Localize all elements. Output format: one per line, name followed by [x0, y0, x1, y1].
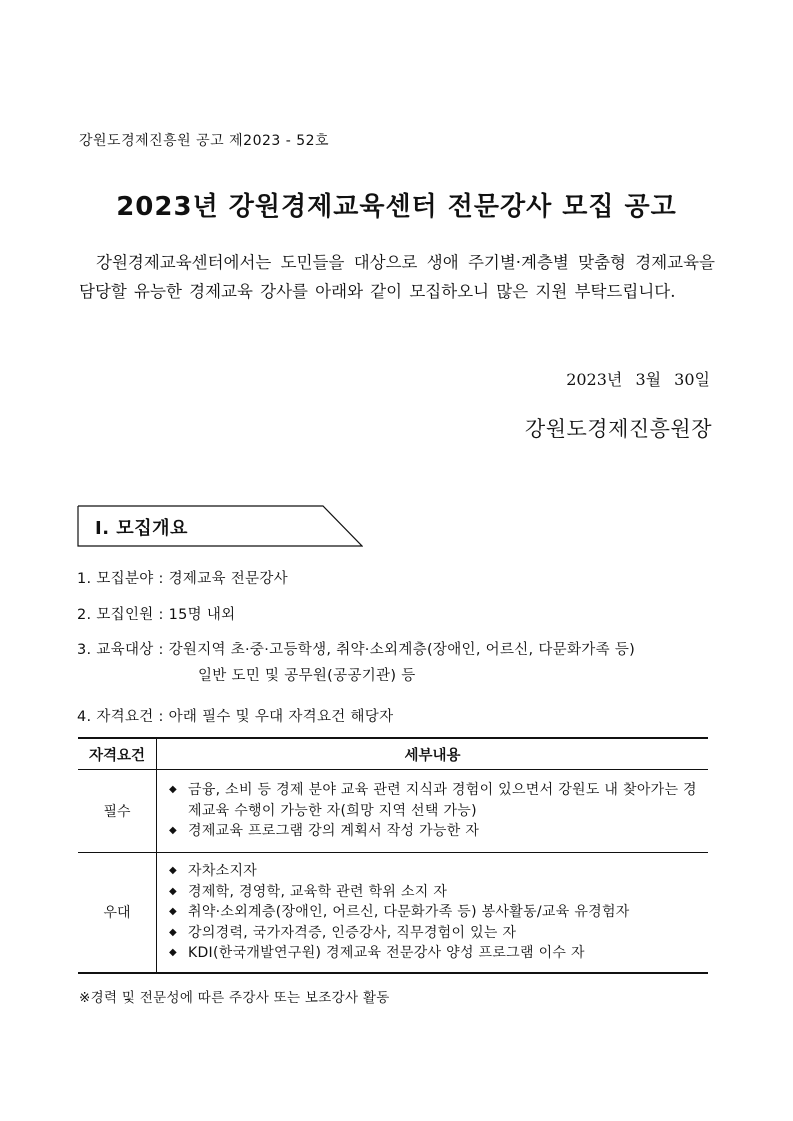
list-item: ◆ KDI(한국개발연구원) 경제교육 전문강사 양성 프로그램 이수 자 [165, 943, 700, 964]
overview-item-count: 2. 모집인원 : 15명 내외 [77, 607, 236, 623]
list-item: ◆ 경제학, 경영학, 교육학 관련 학위 소지 자 [165, 882, 700, 903]
diamond-bullet-icon: ◆ [169, 906, 177, 917]
section-heading: Ⅰ. 모집개요 [95, 518, 188, 539]
diamond-bullet-icon: ◆ [169, 926, 177, 938]
table-row-preferred [78, 853, 708, 973]
list-item: ◆ 강의경력, 국가자격증, 인증강사, 직무경험이 있는 자 [165, 923, 700, 944]
table-header-details: 세부내용 [157, 738, 709, 770]
diamond-bullet-icon: ◆ [169, 784, 177, 796]
list-item: ◆ 자차소지자 [165, 861, 700, 882]
table-header-row [78, 738, 708, 770]
diamond-bullet-icon: ◆ [169, 825, 177, 837]
diamond-bullet-icon: ◆ [169, 885, 177, 897]
overview-item-qualification: 4. 자격요건 : 아래 필수 및 우대 자격요건 해당자 [77, 709, 394, 725]
list-item: ◆ 금융, 소비 등 경제 분야 교육 관련 지식과 경험이 있으면서 강원도 내 찾아가는 경제교육 수행이 가능한 자(희망 지역 선택 가능) [169, 782, 697, 819]
qualification-table [78, 737, 708, 974]
notice-date: 2023년 3월 30일 [566, 370, 710, 389]
overview-item-field: 1. 모집분야 : 경제교육 전문강사 [77, 571, 288, 587]
footnote: ※경력 및 전문성에 따른 주강사 또는 보조강사 활동 [79, 990, 390, 1006]
overview-item-target: 3. 교육대상 : 강원지역 초·중·고등학생, 취약·소외계층(장애인, 어르신, 다문화가족 등) [77, 642, 636, 658]
overview-item-target-continued: 일반 도민 및 공무원(공공기관) 등 [198, 668, 416, 684]
diamond-bullet-icon: ◆ [169, 865, 177, 876]
preferred-label: 우대 [78, 853, 157, 973]
section-heading-box [77, 505, 363, 547]
intro-paragraph: 강원경제교육센터에서는 도민들을 대상으로 생애 주기별·계층별 맞춤형 경제교육을 담당할 유능한 경제교육 강사를 아래와 같이 모집하오니 많은 지원 부탁드립니다. [79, 253, 715, 301]
issuer-name: 강원도경제진흥원장 [524, 417, 712, 441]
list-item: ◆ 취약·소외계층(장애인, 어르신, 다문화가족 등) 봉사활동/교육 유경험자 [165, 902, 700, 923]
diamond-bullet-icon: ◆ [169, 947, 177, 958]
notice-number: 강원도경제진흥원 공고 제2023 - 52호 [79, 133, 330, 149]
required-label: 필수 [78, 770, 157, 853]
page-title: 2023년 강원경제교육센터 전문강사 모집 공고 [116, 192, 677, 222]
required-details [157, 770, 709, 853]
table-row-required [78, 770, 708, 853]
preferred-details [157, 853, 709, 973]
list-item: ◆ 경제교육 프로그램 강의 계획서 작성 가능한 자 [165, 821, 700, 842]
table-header-qualification: 자격요건 [78, 738, 157, 770]
